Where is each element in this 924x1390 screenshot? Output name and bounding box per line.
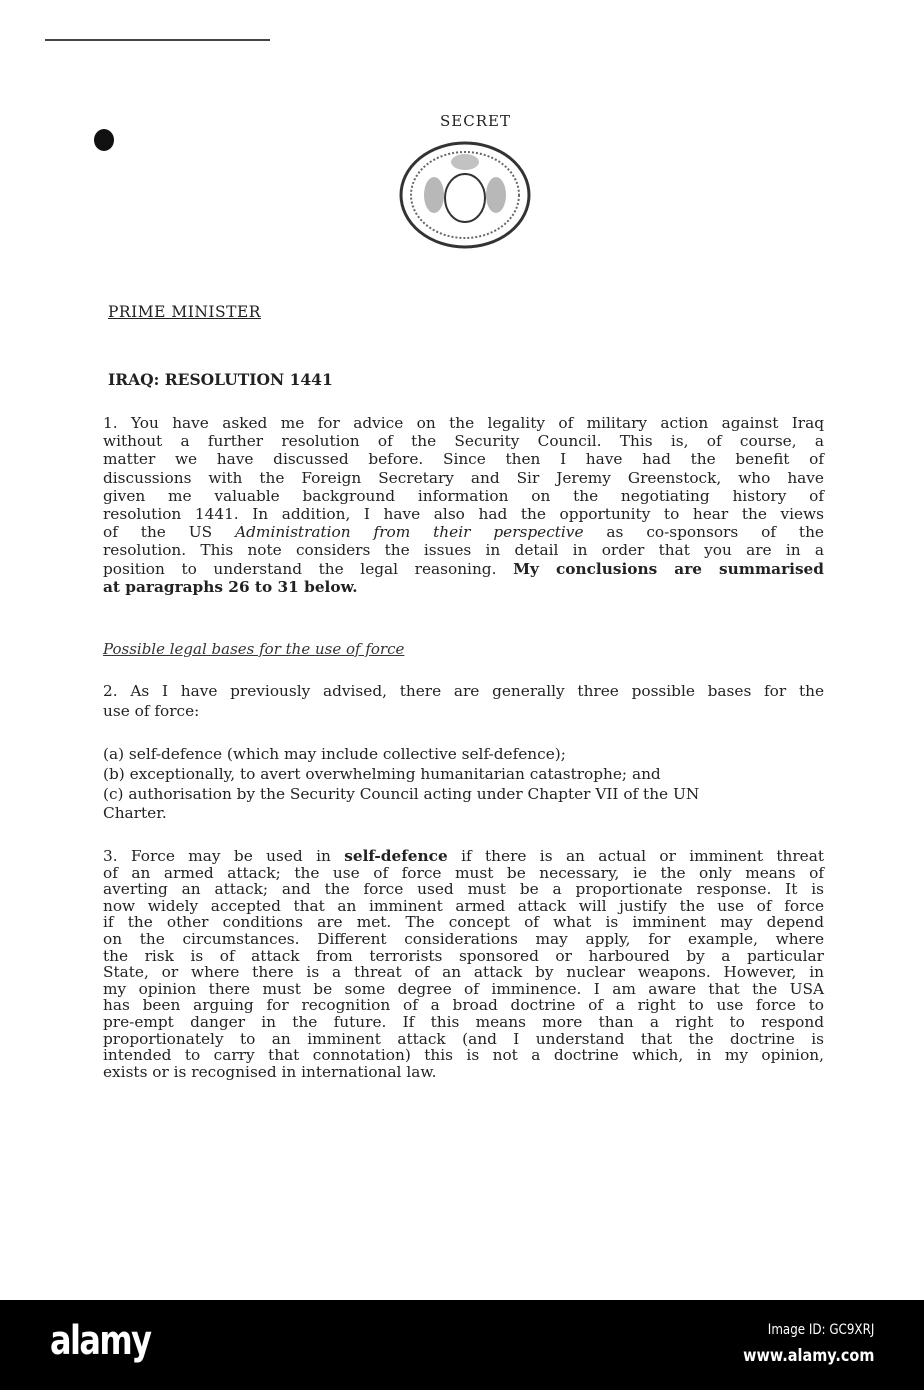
text-segment: resolution. This note considers the issues in detail in order that you are in a bbox=[103, 541, 824, 560]
watermark-bar bbox=[0, 1300, 924, 1390]
text-line bbox=[103, 701, 824, 721]
classification-label: SECRET bbox=[440, 112, 511, 130]
text-segment: 1. You have asked me for advice on the legality of military action against Iraq bbox=[103, 414, 824, 432]
text-line bbox=[103, 578, 824, 596]
text-line bbox=[103, 560, 824, 578]
text-segment: self-defence bbox=[344, 847, 448, 865]
alamy-logo: alamy bbox=[50, 1318, 151, 1364]
text-segment: given me valuable background information on the negotiating history of bbox=[103, 486, 824, 505]
text-segment: Charter. bbox=[103, 804, 167, 823]
text-segment: use of force: bbox=[103, 702, 200, 720]
text-line bbox=[103, 541, 824, 559]
text-segment: resolution bbox=[281, 432, 360, 451]
text-segment: at paragraphs 26 to 31 below. bbox=[103, 577, 358, 596]
text-segment: has been arguing for recognition of a broad doctrine of a right to use force to bbox=[103, 996, 824, 1015]
text-segment: the risk is of attack from terrorists sponsored or harboured by a particular bbox=[103, 946, 824, 965]
text-line bbox=[103, 432, 824, 450]
text-segment: State, or where there is a threat of an attack by nuclear weapons. However, in bbox=[103, 963, 824, 982]
text-segment: if there is an actual or imminent threat bbox=[447, 847, 824, 865]
text-line bbox=[103, 865, 824, 882]
text-line bbox=[103, 469, 824, 487]
paragraph-1 bbox=[103, 414, 824, 596]
text-line bbox=[103, 745, 824, 765]
text-line bbox=[103, 1031, 824, 1048]
text-segment: now widely accepted that an imminent armed attack will justify the use of force bbox=[103, 896, 824, 915]
text-segment: 3. Force may be used in bbox=[103, 847, 345, 865]
text-line bbox=[103, 505, 824, 523]
text-line bbox=[103, 997, 824, 1014]
royal-seal-icon bbox=[398, 140, 532, 250]
text-segment: without a further bbox=[103, 432, 282, 451]
text-segment: of an armed attack; the use of force must be necessary, ie the only means of bbox=[103, 863, 824, 882]
text-line bbox=[103, 804, 824, 824]
paragraph-3 bbox=[103, 848, 824, 1080]
text-segment: on the circumstances. Different considerations may apply, for example, where bbox=[103, 929, 824, 948]
section-subheading: Possible legal bases for the use of force bbox=[103, 640, 405, 658]
text-segment: matter we have discussed before. Since then I have had the benefit of bbox=[103, 450, 824, 469]
text-segment: proportionately to an imminent attack (and I understand that the doctrine is bbox=[103, 1029, 824, 1048]
text-segment: position to understand the legal reasoning. bbox=[103, 559, 514, 578]
text-segment: discussions with the Foreign Secretary and Sir Jeremy Greenstock, who have bbox=[103, 468, 824, 487]
text-segment: of the Security Council. This is, of course, a bbox=[359, 432, 824, 451]
text-line bbox=[103, 681, 824, 701]
text-segment: (c) authorisation by the Security Council acting under Chapter VII of the UN bbox=[103, 784, 700, 803]
text-segment: exists or is recognised in international law. bbox=[103, 1062, 437, 1081]
text-segment: intended to carry that connotation) this is not a doctrine which, in my opinion, bbox=[103, 1046, 824, 1065]
watermark-url: www.alamy.com bbox=[742, 1346, 874, 1366]
text-line bbox=[103, 1064, 824, 1081]
text-segment: if the other conditions are met. The concept of what is imminent may depend bbox=[103, 913, 824, 932]
text-line bbox=[103, 848, 824, 865]
text-line bbox=[103, 1047, 824, 1064]
text-segment: resolution 1441. In addition, I have also had the opportunity to hear the views bbox=[103, 505, 824, 524]
text-segment: (b) exceptionally, to avert overwhelming humanitarian catastrophe; and bbox=[103, 764, 661, 783]
text-segment: 2. As I have previously advised, there are generally three possible bases for the bbox=[103, 682, 824, 700]
text-segment: of the US bbox=[103, 523, 236, 542]
text-line bbox=[103, 765, 824, 785]
text-segment: (a) self-defence (which may include collective self-defence); bbox=[103, 745, 566, 763]
text-line bbox=[103, 931, 824, 948]
punch-hole-mark bbox=[94, 129, 114, 151]
text-segment: averting an attack; and the force used must be a proportionate response. It is bbox=[103, 880, 824, 899]
document-title: IRAQ: RESOLUTION 1441 bbox=[108, 370, 333, 389]
text-segment: my opinion there must be some degree of imminence. I am aware that the USA bbox=[103, 979, 824, 998]
text-line bbox=[103, 1014, 824, 1031]
scan-line-mark bbox=[45, 39, 270, 41]
text-line bbox=[103, 487, 824, 505]
paragraph-2 bbox=[103, 681, 824, 721]
text-line bbox=[103, 981, 824, 998]
text-line bbox=[103, 914, 824, 931]
image-id: Image ID: GC9XRJ bbox=[767, 1322, 874, 1338]
text-line bbox=[103, 881, 824, 898]
addressee: PRIME MINISTER bbox=[108, 303, 261, 321]
text-segment: My conclusions are summarised bbox=[513, 559, 824, 578]
text-line bbox=[103, 898, 824, 915]
text-line bbox=[103, 450, 824, 468]
text-segment: as co-sponsors of the bbox=[583, 523, 824, 542]
text-line bbox=[103, 785, 824, 805]
text-segment: Administration from their perspective bbox=[235, 523, 584, 542]
text-line bbox=[103, 414, 824, 432]
text-line bbox=[103, 948, 824, 965]
text-line bbox=[103, 523, 824, 541]
bases-list bbox=[103, 745, 824, 824]
text-segment: pre-empt danger in the future. If this means more than a right to respond bbox=[103, 1012, 824, 1031]
text-line bbox=[103, 964, 824, 981]
